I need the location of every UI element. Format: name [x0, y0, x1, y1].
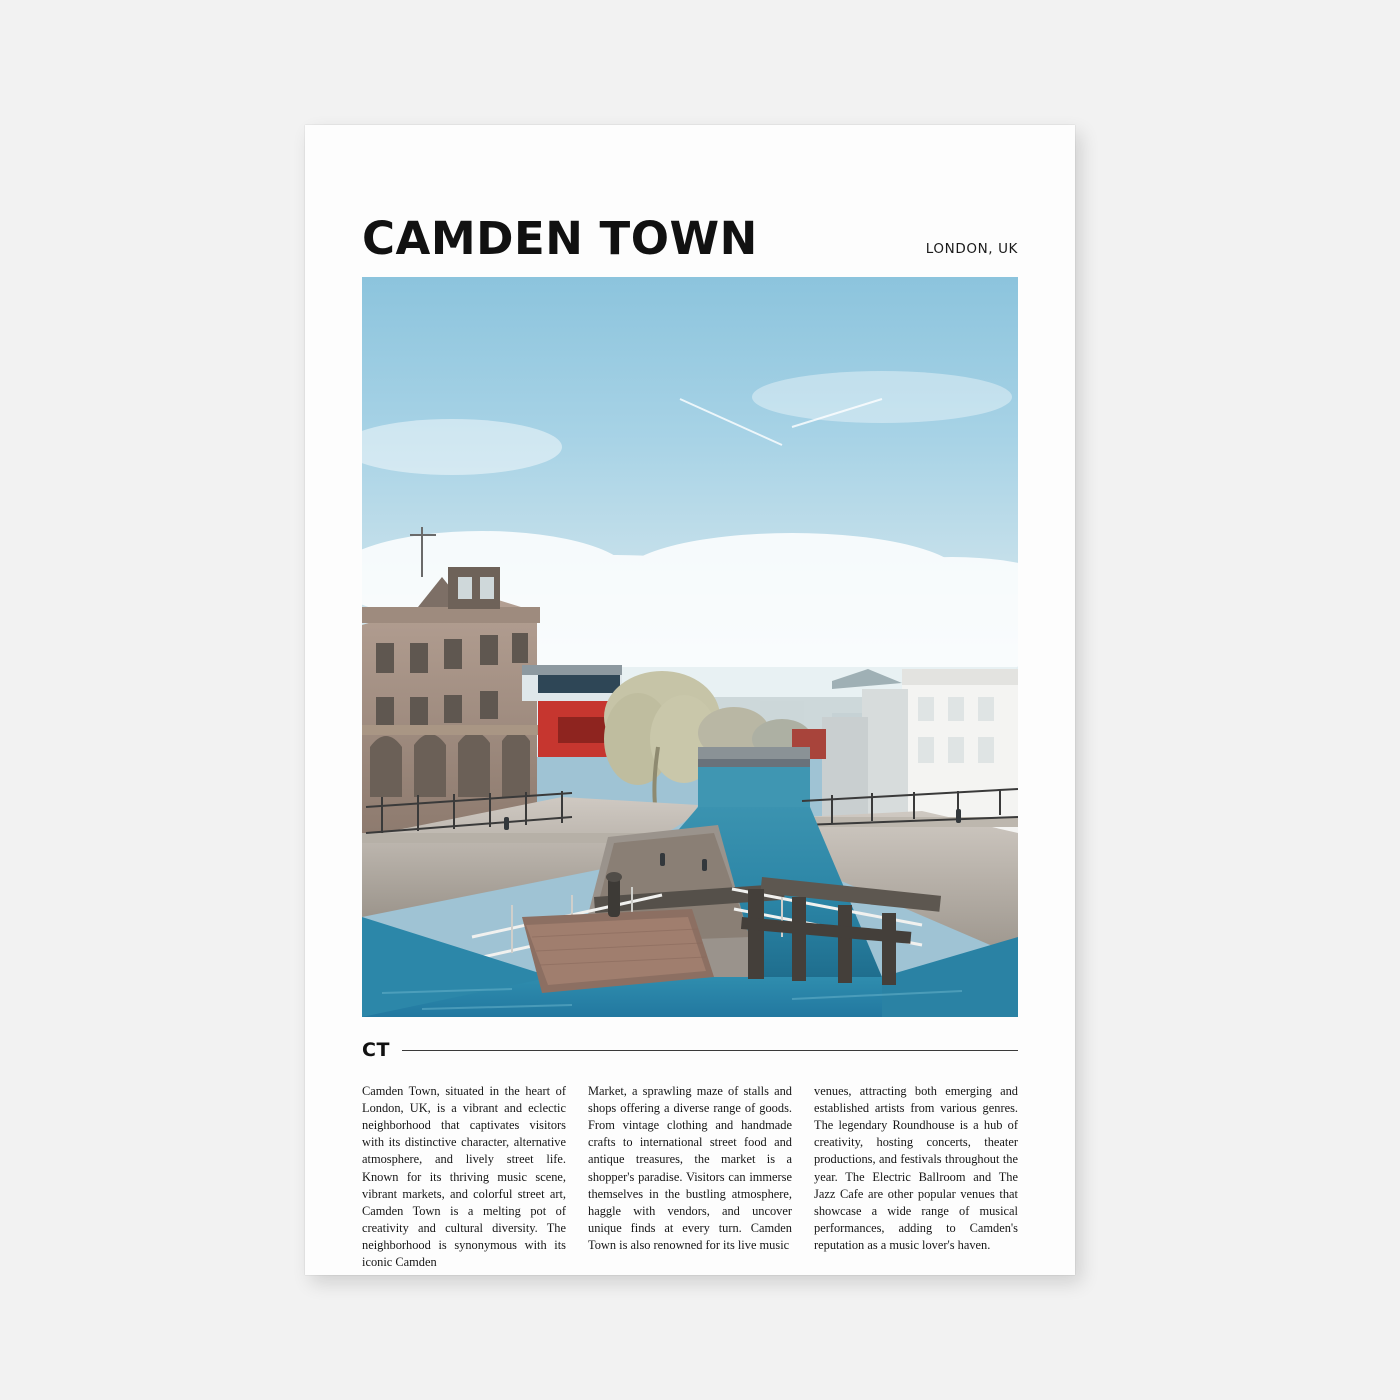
poster-content [362, 203, 1018, 1270]
body-column-3: venues, attracting both emerging and established artists from various genres. The legendary Roundhouse is a hub of creativity, hosting concerts, theater productions, and festivals throughout the year. The Electric Ballroom and The Jazz Cafe are other popular venues that showcase a wide range of musical performances, adding to Camden's reputation as a music lover's haven. [814, 1084, 1018, 1252]
photo-illustration [362, 277, 1018, 1017]
page-title: CAMDEN TOWN [362, 212, 758, 265]
poster-code-row [362, 1039, 1018, 1061]
poster-code: CT [362, 1039, 390, 1061]
body-column-2: Market, a sprawling maze of stalls and shops offering a diverse range of goods. From vintage clothing and handmade crafts to international street food and antique treasures, the market is a shopper's paradise. Visitors can immerse themselves in the bustling atmosphere, haggle with vendors, and uncover unique finds at every turn. Camden Town is also renowned for its live music [588, 1084, 792, 1252]
poster-sheet [305, 125, 1075, 1275]
poster-body-text [362, 1083, 1018, 1271]
horizontal-rule [402, 1050, 1018, 1051]
poster-header [362, 203, 1018, 265]
camden-lock-canal-photo [362, 277, 1018, 1017]
poster-location: LONDON, UK [925, 241, 1018, 257]
body-column-1: Camden Town, situated in the heart of London, UK, is a vibrant and eclectic neighborhood that captivates visitors with its distinctive character, alternative atmosphere, and lively street life. Known for its thriving music scene, vibrant markets, and colorful street art, Camden Town is a melting pot of creativity and cultural diversity. The neighborhood is synonymous with its iconic Camden [362, 1084, 566, 1270]
